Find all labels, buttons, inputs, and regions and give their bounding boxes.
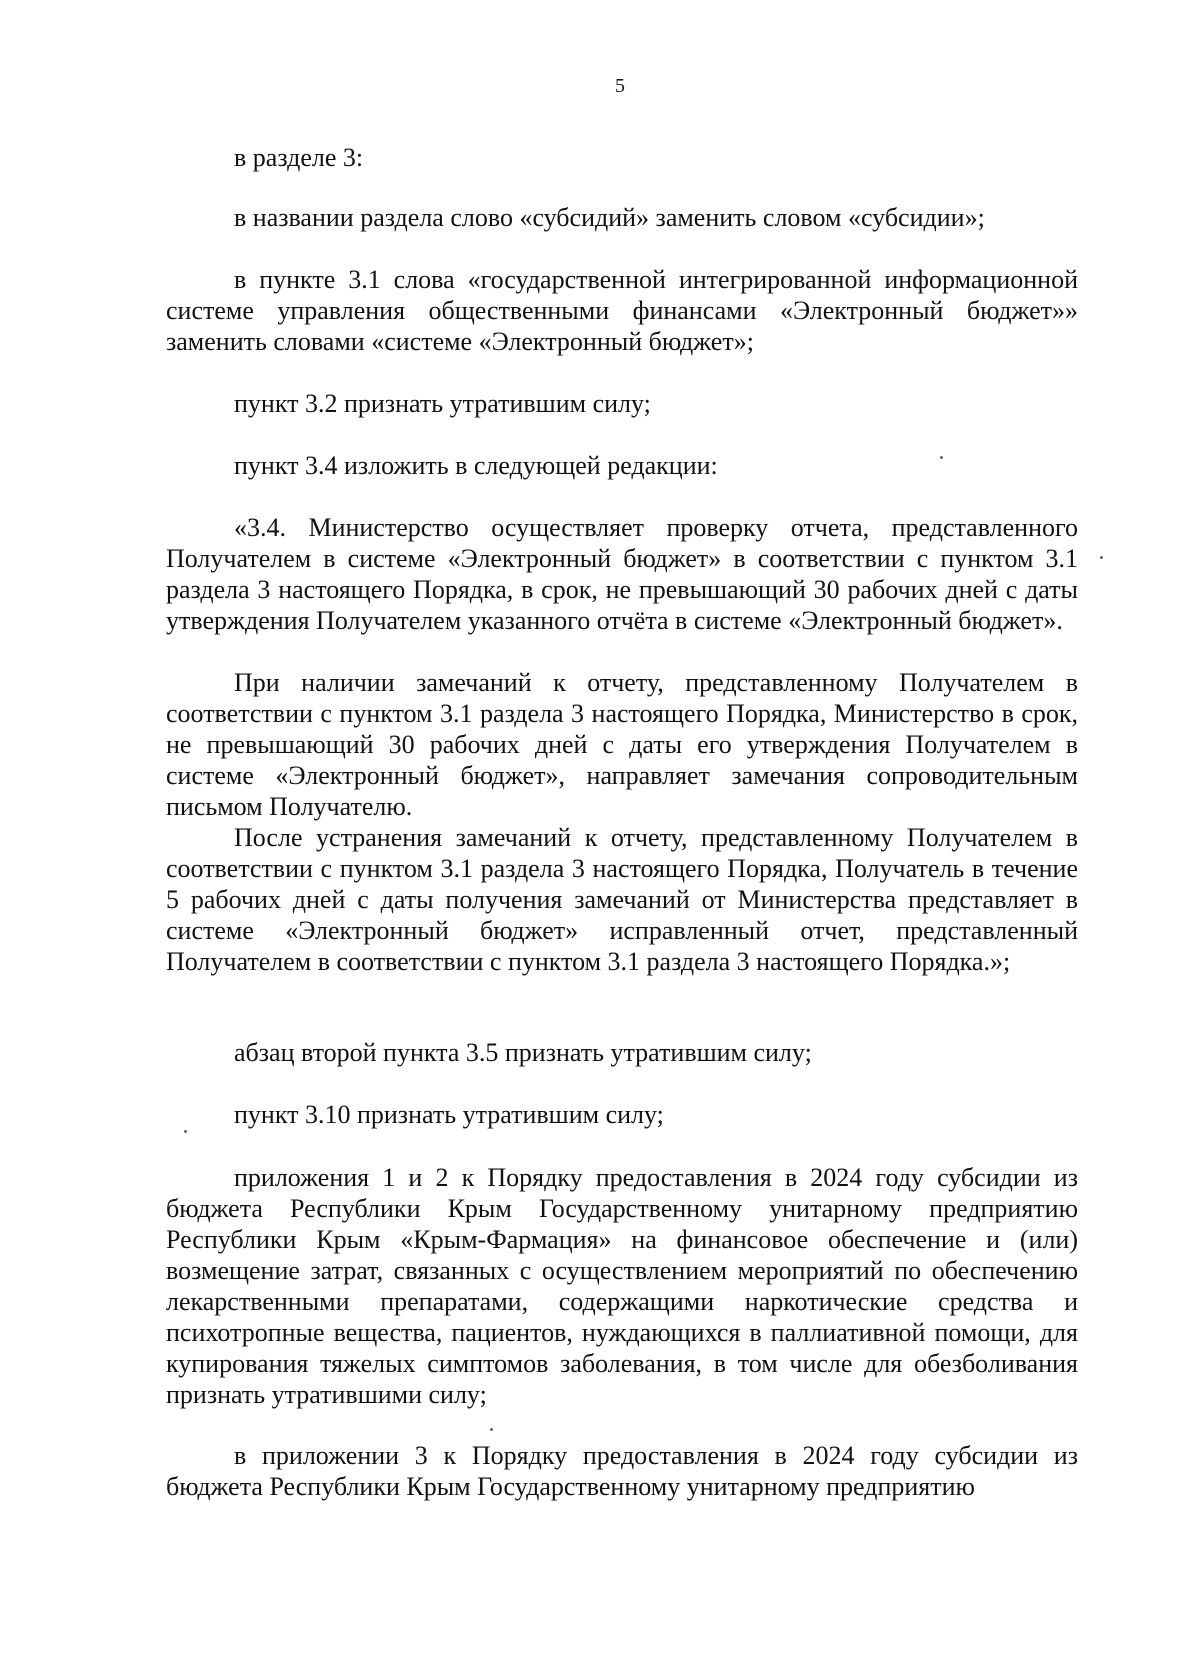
paragraph-appendix-3: в приложении 3 к Порядку предоставления в 2024 году субсидии из бюджета Республики Крым Государственному унитарному предприятию: [166, 1441, 1078, 1501]
paragraph-section-3: в разделе 3:: [234, 143, 364, 172]
paragraph-remarks: При наличии замечаний к отчету, представленному Получателем в соответствии с пунктом 3.1 раздела 3 настоящего Порядка, Министерство в срок, не превышающий 30 рабочих дней с даты его утверждения Получателем в системе «Электронный бюджет», направляет замечания сопроводительным письмом Получателю.: [166, 668, 1078, 821]
paragraph-item-3-4-text: «3.4. Министерство осуществляет проверку отчета, представленного Получателем в системе «Электронный бюджет» в соответствии с пунктом 3.1 раздела 3 настоящего Порядка, в срок, не превышающий 30 рабочих дней с даты утверждения Получателем указанного отчёта в системе «Электронный бюджет».: [166, 513, 1078, 635]
scan-speck: [1100, 556, 1103, 559]
paragraph-item-3-5: абзац второй пункта 3.5 признать утратившим силу;: [234, 1038, 812, 1067]
scan-speck: [490, 1428, 493, 1431]
paragraph-appendices-1-2: приложения 1 и 2 к Порядку предоставления в 2024 году субсидии из бюджета Республики Крым Государственному унитарному предприятию Республики Крым «Крым-Фармация» на финансовое обеспечение и (или) возмещение затрат, связанных с осуществлением мероприятий по обеспечению лекарственными препаратами, содержащими наркотические средства и психотропные вещества, пациентов, нуждающихся в паллиативной помощи, для купирования тяжелых симптомов заболевания, в том числе для обезболивания признать утратившими силу;: [166, 1163, 1078, 1409]
paragraph-item-3-10: пункт 3.10 признать утратившим силу;: [234, 1100, 664, 1129]
paragraph-item-3-1: в пункте 3.1 слова «государственной интегрированной информационной системе управления общественными финансами «Электронный бюджет»» заменить словами «системе «Электронный бюджет»;: [166, 265, 1078, 356]
paragraph-item-3-4-intro: пункт 3.4 изложить в следующей редакции:: [234, 451, 718, 480]
paragraph-section-title: в названии раздела слово «субсидий» заменить словом «субсидии»;: [234, 203, 985, 232]
scan-speck: [184, 1130, 187, 1133]
page-number: 5: [615, 75, 625, 97]
scan-speck: [940, 456, 943, 459]
paragraph-after-remarks: После устранения замечаний к отчету, представленному Получателем в соответствии с пунктом 3.1 раздела 3 настоящего Порядка, Получатель в течение 5 рабочих дней с даты получения замечаний от Министерства представляет в системе «Электронный бюджет» исправленный отчет, представленный Получателем в соответствии с пунктом 3.1 раздела 3 настоящего Порядка.»;: [166, 823, 1078, 976]
paragraph-item-3-2: пункт 3.2 признать утратившим силу;: [234, 389, 651, 418]
